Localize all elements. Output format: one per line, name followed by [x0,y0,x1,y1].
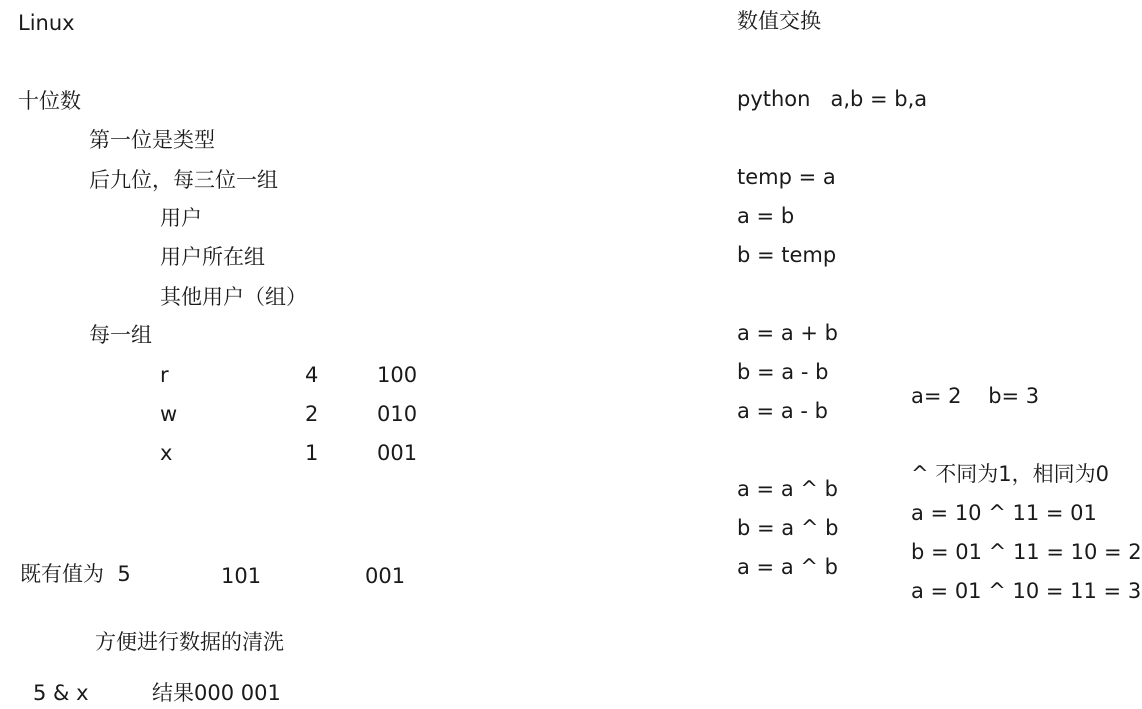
perm-binary: 001 [377,441,418,465]
xor-step: a = 01 ^ 10 = 11 = 3 [911,579,1142,603]
code-line: b = a - b [737,360,829,384]
perm-binary: 010 [377,402,418,426]
each-group: 每一组 [89,323,152,347]
existing-binary-1: 101 [221,564,262,588]
group-user-group: 用户所在组 [160,245,265,269]
and-result: 结果000 001 [152,681,281,705]
and-expression: 5 & x [33,681,89,705]
python-swap: python a,b = b,a [737,87,928,111]
code-line: temp = a [737,165,836,189]
perm-value: 1 [305,441,319,465]
ten-digits-heading: 十位数 [18,89,81,113]
group-user: 用户 [160,206,202,230]
perm-letter: x [160,441,173,465]
perm-letter: r [160,363,169,387]
first-is-type: 第一位是类型 [89,128,215,152]
swap-title: 数值交换 [737,9,821,33]
initial-values: a= 2 b= 3 [911,384,1040,408]
linux-title: Linux [18,11,75,35]
group-other-users: 其他用户（组） [160,285,307,309]
xor-step: a = 10 ^ 11 = 01 [911,501,1097,525]
perm-letter: w [160,402,178,426]
data-cleaning-note: 方便进行数据的清洗 [95,630,284,654]
existing-value-label: 既有值为 5 [20,562,131,586]
existing-binary-2: 001 [365,564,406,588]
code-line: a = a + b [737,321,838,345]
code-line: a = a ^ b [737,555,838,579]
code-line: b = temp [737,243,837,267]
code-line: a = a ^ b [737,477,838,501]
code-line: b = a ^ b [737,516,839,540]
xor-step: b = 01 ^ 11 = 10 = 2 [911,540,1142,564]
perm-binary: 100 [377,363,418,387]
xor-rule: ^ 不同为1，相同为0 [911,462,1109,486]
code-line: a = b [737,204,795,228]
perm-value: 2 [305,402,319,426]
perm-value: 4 [305,363,319,387]
last-nine-digits: 后九位，每三位一组 [89,168,278,192]
code-line: a = a - b [737,399,828,423]
